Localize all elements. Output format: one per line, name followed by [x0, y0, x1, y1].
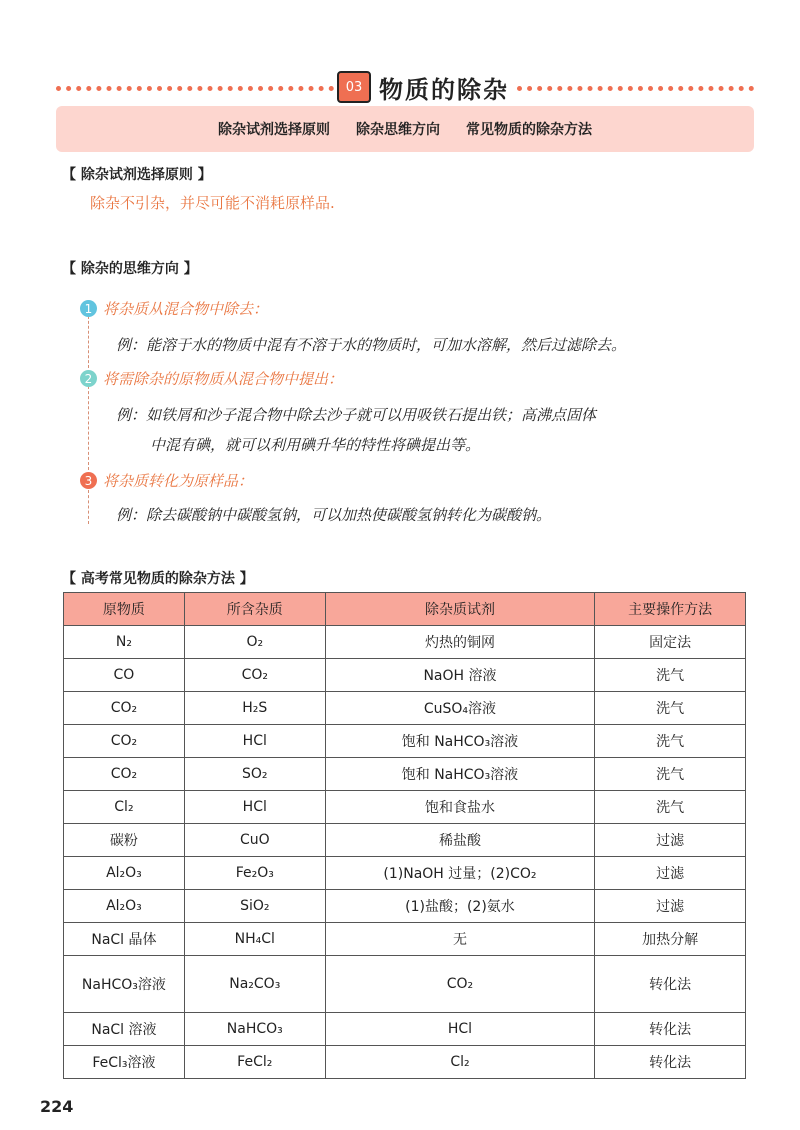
section-heading: 【 除杂的思维方向 】	[62, 261, 198, 277]
table-row	[64, 626, 746, 659]
table-cell: HCl	[325, 1013, 595, 1046]
section-heading: 【 除杂试剂选择原则 】	[62, 167, 212, 183]
table-cell: 无	[325, 923, 595, 956]
step-number-badge: 1	[80, 300, 97, 317]
title-dotted-line-right	[517, 86, 754, 91]
step-1	[80, 298, 268, 319]
table-cell: N₂	[64, 626, 185, 659]
table-cell: 过滤	[595, 890, 746, 923]
dashed-connector	[88, 490, 89, 524]
table-row	[64, 956, 746, 1013]
table-row	[64, 1046, 746, 1079]
table-cell: HCl	[184, 791, 325, 824]
table-cell: (1)盐酸；(2)氨水	[325, 890, 595, 923]
table-cell: FeCl₃溶液	[64, 1046, 185, 1079]
section-heading: 【 高考常见物质的除杂方法 】	[62, 571, 254, 587]
table-cell: 碳粉	[64, 824, 185, 857]
table-cell: 加热分解	[595, 923, 746, 956]
step-example: 例：除去碳酸钠中碳酸氢钠，可以加热使碳酸氢钠转化为碳酸钠。	[116, 506, 552, 524]
dashed-connector	[88, 316, 89, 368]
table-cell: 饱和 NaHCO₃溶液	[325, 725, 595, 758]
step-example: 例：能溶于水的物质中混有不溶于水的物质时，可加水溶解，然后过滤除去。	[116, 336, 627, 354]
step-title: 将杂质转化为原样品：	[103, 472, 254, 490]
table-row	[64, 659, 746, 692]
table-cell: CuO	[184, 824, 325, 857]
table-cell: 洗气	[595, 725, 746, 758]
section-number-badge: 03	[337, 71, 371, 103]
step-title: 将需除杂的原物质从混合物中提出：	[103, 370, 344, 388]
table-cell: Cl₂	[325, 1046, 595, 1079]
topic-item: 常见物质的除杂方法	[466, 122, 592, 138]
table-cell: Na₂CO₃	[184, 956, 325, 1013]
table-cell: 转化法	[595, 956, 746, 1013]
table-cell: (1)NaOH 过量；(2)CO₂	[325, 857, 595, 890]
table-cell: 洗气	[595, 659, 746, 692]
principle-text: 除杂不引杂，并尽可能不消耗原样品.	[90, 194, 335, 212]
topic-band	[56, 106, 754, 152]
table-cell: 转化法	[595, 1013, 746, 1046]
table-cell: H₂S	[184, 692, 325, 725]
table-cell: SO₂	[184, 758, 325, 791]
table-cell: 固定法	[595, 626, 746, 659]
section-title	[337, 70, 513, 104]
column-header: 主要操作方法	[595, 593, 746, 626]
table-cell: Al₂O₃	[64, 890, 185, 923]
table-cell: 转化法	[595, 1046, 746, 1079]
table-row	[64, 923, 746, 956]
table-cell: 饱和 NaHCO₃溶液	[325, 758, 595, 791]
table-row	[64, 758, 746, 791]
table-cell: 饱和食盐水	[325, 791, 595, 824]
table-cell: HCl	[184, 725, 325, 758]
table-row	[64, 1013, 746, 1046]
title-dotted-line-left	[56, 86, 334, 91]
column-header: 除杂质试剂	[325, 593, 595, 626]
table-row	[64, 692, 746, 725]
table-cell: NH₄Cl	[184, 923, 325, 956]
step-number-badge: 2	[80, 370, 97, 387]
table-cell: 灼热的铜网	[325, 626, 595, 659]
step-3	[80, 470, 253, 491]
table-cell: 过滤	[595, 857, 746, 890]
table-cell: CO₂	[184, 659, 325, 692]
section-title-text: 物质的除杂	[379, 74, 509, 104]
column-header: 原物质	[64, 593, 185, 626]
table-cell: Fe₂O₃	[184, 857, 325, 890]
table-cell: NaOH 溶液	[325, 659, 595, 692]
table-cell: 洗气	[595, 758, 746, 791]
table-cell: FeCl₂	[184, 1046, 325, 1079]
table-cell: CuSO₄溶液	[325, 692, 595, 725]
step-2	[80, 368, 343, 389]
step-number-badge: 3	[80, 472, 97, 489]
table-cell: NaHCO₃溶液	[64, 956, 185, 1013]
table-cell: NaCl 晶体	[64, 923, 185, 956]
column-header: 所含杂质	[184, 593, 325, 626]
table-cell: NaHCO₃	[184, 1013, 325, 1046]
topic-item: 除杂试剂选择原则	[218, 122, 330, 138]
table-cell: 洗气	[595, 791, 746, 824]
table-cell: CO₂	[64, 692, 185, 725]
table-cell: CO₂	[325, 956, 595, 1013]
table-cell: NaCl 溶液	[64, 1013, 185, 1046]
table-cell: CO₂	[64, 758, 185, 791]
table-row	[64, 725, 746, 758]
table-row	[64, 890, 746, 923]
page-number: 224	[40, 1097, 74, 1116]
table-cell: SiO₂	[184, 890, 325, 923]
table-cell: 过滤	[595, 824, 746, 857]
table-cell: 洗气	[595, 692, 746, 725]
table-cell: CO	[64, 659, 185, 692]
table-cell: 稀盐酸	[325, 824, 595, 857]
table-row	[64, 791, 746, 824]
step-example: 中混有碘，就可以利用碘升华的特性将碘提出等。	[150, 436, 481, 454]
step-example: 例：如铁屑和沙子混合物中除去沙子就可以用吸铁石提出铁；高沸点固体	[116, 406, 597, 424]
table-cell: O₂	[184, 626, 325, 659]
impurity-removal-table	[63, 592, 746, 1079]
step-title: 将杂质从混合物中除去：	[103, 300, 269, 318]
table-cell: Cl₂	[64, 791, 185, 824]
table-row	[64, 824, 746, 857]
table-cell: Al₂O₃	[64, 857, 185, 890]
topic-item: 除杂思维方向	[356, 122, 440, 138]
table-header-row	[64, 593, 746, 626]
dashed-connector	[88, 386, 89, 470]
table-cell: CO₂	[64, 725, 185, 758]
table-row	[64, 857, 746, 890]
